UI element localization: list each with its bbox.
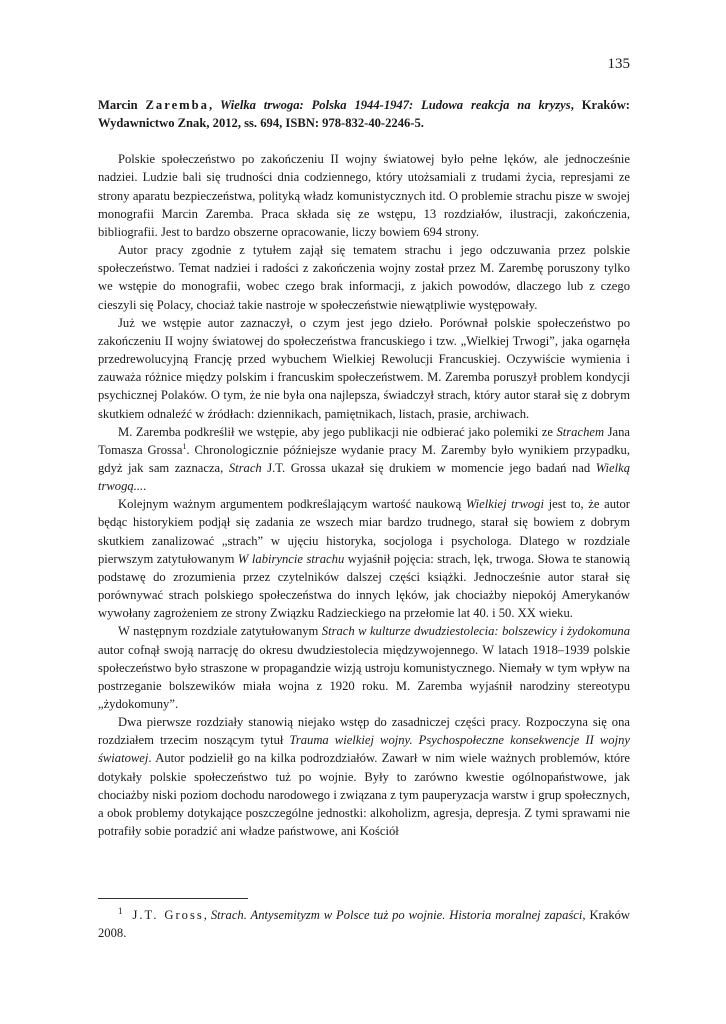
text-segment: J.T. Grossa ukazał się drukiem w momencie jego badań nad: [261, 460, 596, 475]
footnote-1: $^1$ J.T. Gross, Strach. Antysemityzm w Polsce tuż po wojnie. Historia moralnej zapaści, Kraków 2008.: [98, 905, 631, 940]
paragraphs: [98, 150, 630, 840]
footnote-reference: 1: [182, 441, 187, 451]
text-segment: Już we wstępie autor zaznaczył, o czym jest jego dzieło. Porównał polskie społeczeństwo po zakończeniu II wojny światowej do społeczeństwa francuskiego i tzw. „Wielkiej Trwogi”, jaka ogarnęła przedrewolucyjną Francję przed wybuchem Wielkiej Rewolucji Francuskiej. Oczywiście wymienia i zauważa różnice między polskim i francuskim społeczeństwem. M. Zaremba poruszył problem kondycji psychicznej Polaków. O tym, że nie była ona najlepsza, świadczył strach, który autor starał się z dobrym skutkiem odnaleźć w źródłach: dziennikach, pamiętnikach, listach, prasie, archiwach.: [98, 315, 630, 421]
paragraph: [98, 314, 630, 423]
paragraph: [98, 495, 630, 622]
text-segment: Polskie społeczeństwo po zakończeniu II wojny światowej było pełne lęków, ale jednocześnie nadziei. Ludzie bali się trudności dnia codziennego, który utożsamiali z trudami życia, represjami ze strony aparatu bezpieczeństwa, polityką władz komunistycznych itd. O problemie strachu pisze w swojej monografii Marcin Zaremba. Praca składa się ze wstępu, 13 rozdziałów, ilustracji, zakończenia, bibliografii. Jest to bardzo obszerne opracowanie, liczy bowiem 694 strony.: [98, 152, 630, 239]
paragraph: [98, 423, 630, 496]
italic-text: Wielkiej trwogi: [465, 497, 544, 512]
paragraph: [98, 241, 630, 314]
italic-text: Wielką trwogą...: [98, 460, 630, 494]
text-segment: autor cofnął swoją narrację do okresu dwudziestolecia międzywojennego. W latach 1918–1939 polskie społeczeństwo było straszone w propagandzie wizją ustroju komunistycznego. Niemały w tym wpływ na postrzeganie bolszewików miała wojna z 1920 roku. M. Zaremba wyjaśnił narodziny stereotypu „żydokomuny”.: [98, 642, 630, 711]
italic-text: Trauma wielkiej wojny. Psychospołeczne konsekwencje II wojny światowej: [98, 733, 630, 766]
paragraph: [98, 622, 630, 713]
review-body: [98, 96, 630, 840]
text-segment: jest to, że autor będąc historykiem podjął się zadania ze wszech miar bardzo trudnego, starał się bowiem z dobrym skutkiem zanalizować „strach” w ujęciu historyka, socjologa i psychologa. Dlatego w rozdziale pierwszym zatytułowanym: [98, 497, 630, 566]
footnote-mark: 1: [118, 905, 123, 916]
footnote-divider: [98, 898, 248, 899]
text-segment: M. Zaremba podkreślił we wstępie, aby jego publikacji nie odbierać jako polemiki ze: [118, 424, 557, 439]
review-heading: Marcin Zaremba, Wielka trwoga: Polska 1944-1947: Ludowa reakcja na kryzys, Kraków: Wydawnictwo Znak, 2012, ss. 694, ISBN: 978-832-40-2246-5.: [98, 98, 630, 131]
page-number: 135: [607, 56, 630, 72]
text-segment: . Chronologicznie późniejsze wydanie pracy M. Zaremby było wynikiem przypadku, gdyż jak sam zaznacza,: [98, 442, 630, 475]
italic-text: W labiryncie strachu: [237, 551, 345, 566]
book-title: Wielka trwoga: Polska 1944-1947: Ludowa reakcja na kryzys: [220, 98, 571, 112]
footnote-author: J.T. Gross: [132, 908, 204, 922]
text-segment: .: [143, 479, 147, 494]
publication-info: , Kraków: Wydawnictwo Znak, 2012, ss. 694, ISBN: 978-832-40-2246-5.: [98, 98, 630, 131]
author-first-name: Marcin: [98, 98, 138, 112]
text-segment: wyjaśnił pojęcia: strach, lęk, trwoga. Słowa te stanowią podstawę do zrozumienia przez czytelników dalszej części książki. Jednocześnie autor starał się porównywać strach polskiego społeczeństwa do innych lęków, jak chociażby niepokój Amerykanów wywołany zagrożeniem ze strony Związku Radzieckiego na przełomie lat 40. i 50. XX wieku.: [98, 551, 630, 621]
text-segment: . Autor podzielił go na kilka podrozdziałów. Zawarł w nim wiele ważnych problemów, które dotykały polskie społeczeństwo tuż po wojnie. Były to zarówno kwestie ogólnopaństwowe, jak chociażby niski poziom dochodu narodowego i związana z tym pauperyzacja warstw i grup społecznych, a obok problemy dotykające poszczególne jednostki: alkoholizm, agresja, depresja. Z tymi sprawami nie potrafiły sobie poradzić ani władze państwowe, ani Kościół: [98, 751, 630, 839]
paragraph: [98, 713, 630, 840]
italic-text: Strachem: [556, 424, 605, 439]
italic-text: Strach w kulturze dwudziestolecia: bolszewicy i żydokomuna: [321, 624, 630, 639]
footnote-title: Strach. Antysemityzm w Polsce tuż po wojnie. Historia moralnej zapaści: [210, 908, 583, 922]
italic-text: Strach: [228, 460, 262, 475]
footnote-rest: , Kraków 2008.: [98, 908, 631, 940]
paragraph: [98, 150, 630, 241]
text-segment: Dwa pierwsze rozdziały stanowią niejako wstęp do zasadniczej części pracy. Rozpoczyna się ona rozdziałem trzecim noszącym tytuł: [98, 715, 630, 748]
text-segment: Kolejnym ważnym argumentem podkreślającym wartość naukową: [118, 497, 466, 512]
text-segment: W następnym rozdziale zatytułowanym: [118, 624, 322, 639]
text-segment: Jana Tomasza Grossa: [98, 424, 630, 457]
text-segment: Autor pracy zgodnie z tytułem zajął się tematem strachu i jego odczuwania przez polskie społeczeństwo. Temat nadziei i radości z zakończenia wojny został przez M. Zarembę poruszony tylko we wstępie do monografii, wobec czego brak informacji, z jakich powodów, dlaczego lub z czego cieszyli się Polacy, chociaż takie nastroje w społeczeństwie niewątpliwie występowały.: [98, 243, 630, 312]
author-last-name: Zaremba: [145, 98, 209, 112]
